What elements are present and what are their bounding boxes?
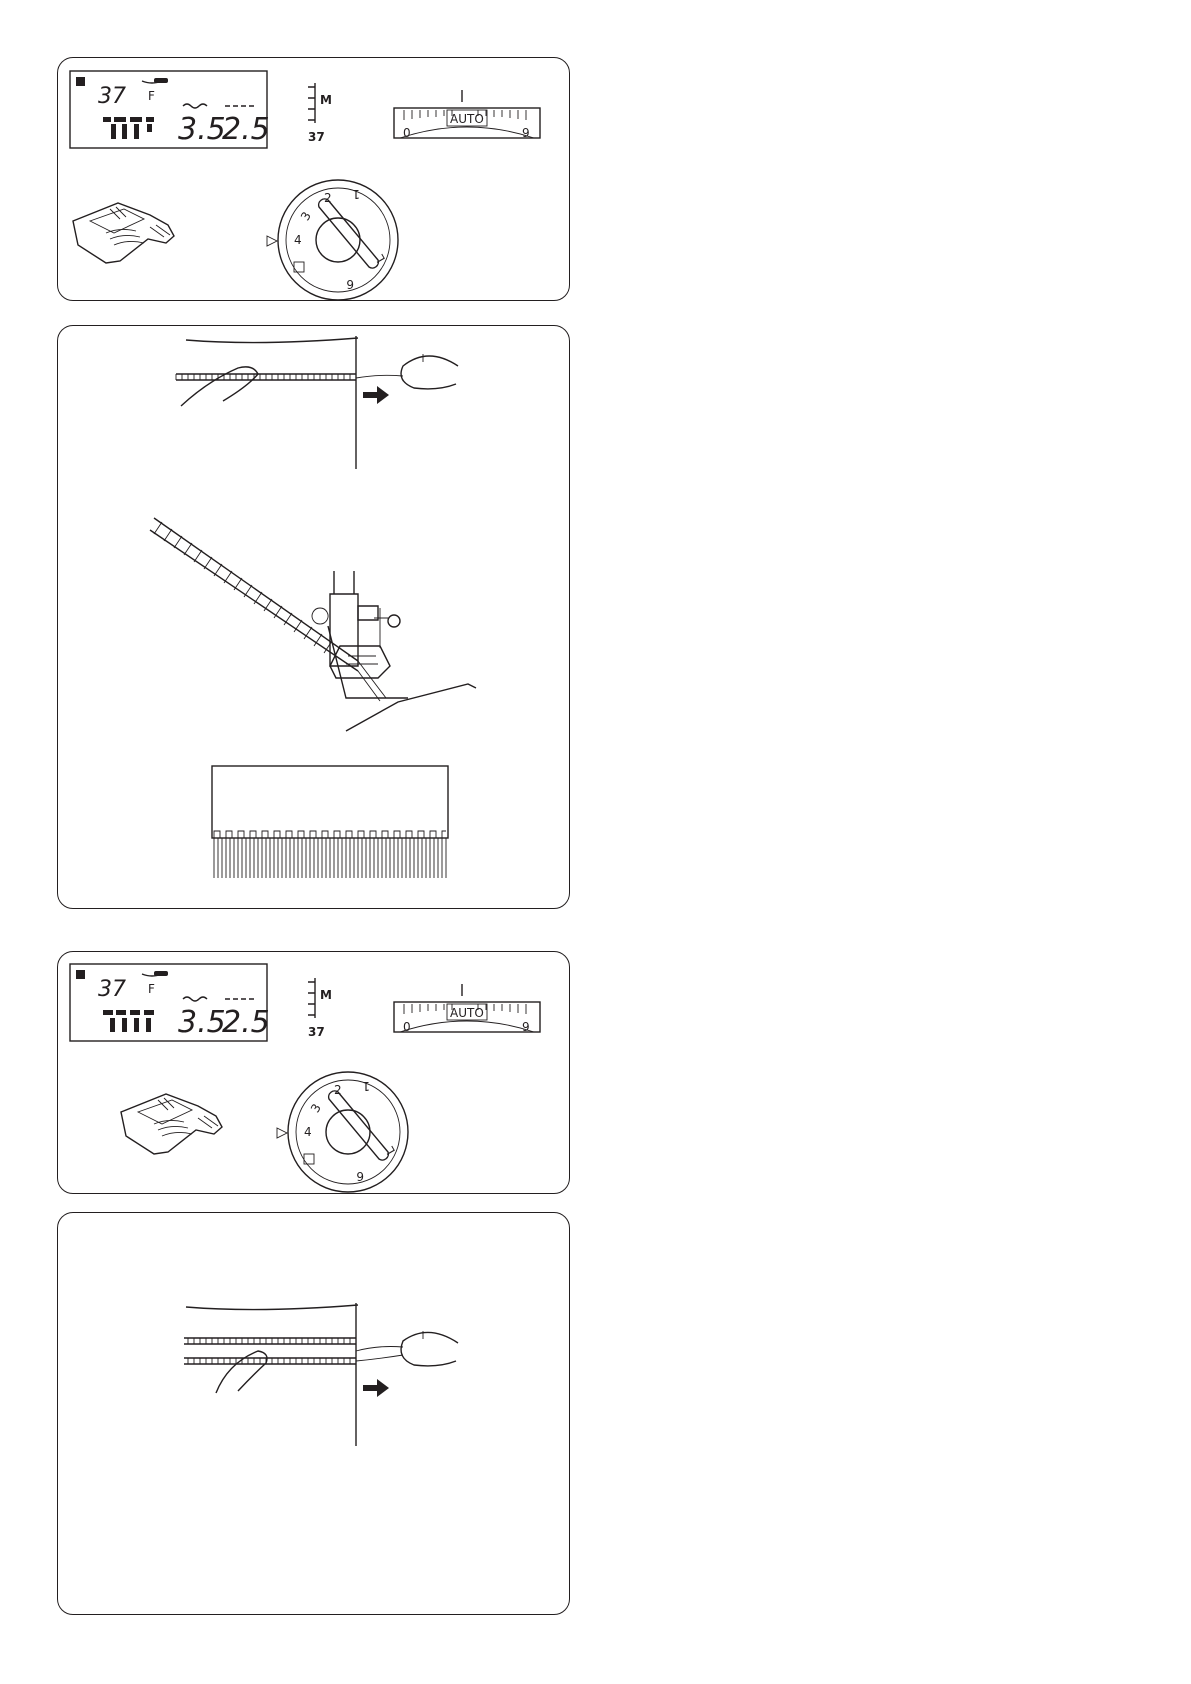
stitch-symbol (308, 978, 332, 1039)
tension-min-label: 0 (403, 126, 411, 140)
tension-max-label: 9 (522, 126, 530, 140)
illustration-panel-4 (57, 1212, 570, 1615)
pressure-mark-6: 6 (346, 277, 354, 291)
lcd-stitch-pattern (103, 117, 154, 139)
lcd-foot-letter: F (148, 89, 155, 103)
pressure-mark-1: 1 (352, 187, 360, 201)
pressure-indicator-arrow (277, 1128, 287, 1138)
presser-foot-icon (154, 78, 168, 83)
illustration-panel-2 (57, 325, 570, 909)
presser-foot-icon (154, 971, 168, 976)
right-hand (401, 356, 458, 389)
pressure-mark-3: 3 (307, 1101, 324, 1115)
presser-pressure-dial (267, 180, 398, 300)
stitch-mode-label: M (320, 93, 332, 107)
pressure-mark-3: 3 (297, 209, 314, 223)
settings-illustration-3 (58, 952, 571, 1195)
stitch-symbol (308, 83, 332, 144)
thread-tension-dial (394, 984, 540, 1034)
stitch-number-label: 37 (308, 130, 325, 144)
lcd-stitch-length: 2.5 (222, 1005, 270, 1040)
lcd-stitch-width: 3.5 (178, 112, 226, 147)
pressure-mark-2: 2 (334, 1083, 342, 1097)
lcd-display (70, 964, 270, 1041)
lcd-stitch-length: 2.5 (222, 112, 270, 147)
lcd-stitch-pattern (103, 1010, 154, 1032)
stitch-number-label: 37 (308, 1025, 325, 1039)
lcd-pattern-number: 37 (98, 84, 126, 109)
stitch-mode-label: M (320, 988, 332, 1002)
memory-icon (76, 970, 85, 979)
pressure-mark-1: 1 (362, 1079, 370, 1093)
pressure-indicator-arrow (267, 236, 277, 246)
tension-max-label: 9 (522, 1020, 530, 1034)
lcd-foot-letter: F (148, 982, 155, 996)
gathering-illustration (58, 326, 571, 910)
presser-foot-illustration (73, 203, 174, 263)
right-hand (401, 1332, 458, 1365)
pressure-mark-2: 2 (324, 191, 332, 205)
stitch-row-2 (184, 1358, 356, 1364)
memory-icon (76, 77, 85, 86)
pressure-mark-L: L (382, 1144, 399, 1157)
tension-auto-label: AUTO (450, 1006, 484, 1020)
gathered-fabric-result (212, 766, 448, 878)
pressure-mark-L: L (372, 252, 389, 265)
left-hand (181, 367, 258, 406)
tension-min-label: 0 (403, 1020, 411, 1034)
pressure-mark-4: 4 (294, 233, 302, 247)
pressure-mark-4: 4 (304, 1125, 312, 1139)
lcd-pattern-number: 37 (98, 977, 126, 1002)
pull-direction-arrow (363, 1379, 389, 1397)
settings-illustration-1 (58, 58, 571, 302)
fabric-pull-thread (176, 336, 458, 469)
sewing-under-foot (150, 518, 476, 731)
tension-auto-label: AUTO (450, 112, 484, 126)
stitch-row-1 (184, 1338, 356, 1344)
presser-foot-illustration (121, 1094, 222, 1154)
lcd-stitch-width: 3.5 (178, 1005, 226, 1040)
pressure-mark-6: 6 (356, 1169, 364, 1183)
presser-pressure-dial (277, 1072, 408, 1192)
double-row-pull-illustration (58, 1213, 571, 1616)
thread-tension-dial (394, 90, 540, 140)
settings-panel-3 (57, 951, 570, 1194)
settings-panel-1 (57, 57, 570, 301)
lcd-display (70, 71, 270, 148)
pull-direction-arrow (363, 386, 389, 404)
